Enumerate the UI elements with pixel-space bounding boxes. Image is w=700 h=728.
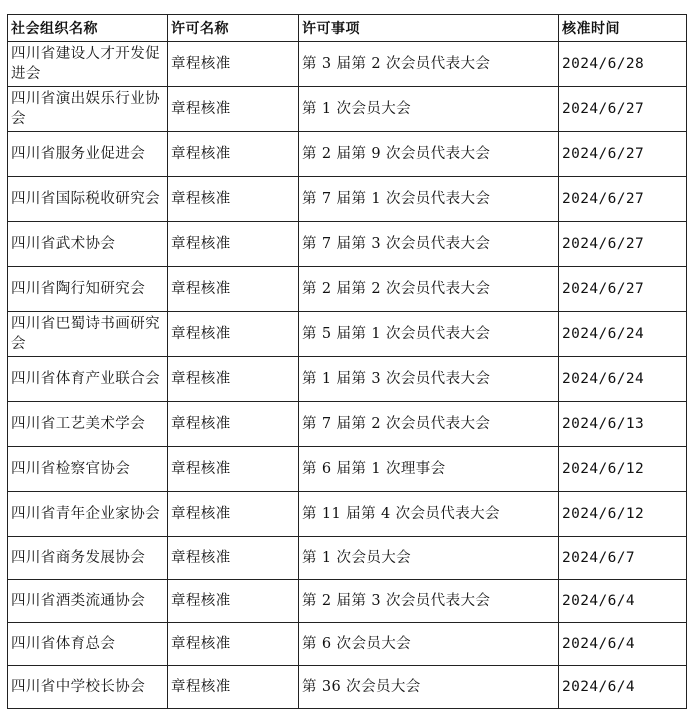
permit-item-cell: 第 6 次会员大会	[299, 623, 559, 666]
approval-table	[7, 14, 687, 709]
table-row	[8, 447, 687, 492]
permit-name-cell: 章程核准	[168, 312, 299, 357]
permit-name-cell: 章程核准	[168, 580, 299, 623]
table-row	[8, 177, 687, 222]
permit-item-cell: 第 5 届第 1 次会员代表大会	[299, 312, 559, 357]
table-row	[8, 537, 687, 580]
approval-date-cell: 2024/6/4	[559, 580, 687, 623]
table-row	[8, 132, 687, 177]
permit-name-cell: 章程核准	[168, 222, 299, 267]
table-row	[8, 623, 687, 666]
approval-date-cell: 2024/6/27	[559, 222, 687, 267]
approval-date-cell: 2024/6/4	[559, 623, 687, 666]
org-name-cell: 四川省服务业促进会	[8, 132, 168, 177]
permit-name-cell: 章程核准	[168, 42, 299, 87]
column-header-permit-item: 许可事项	[299, 15, 559, 42]
org-name-cell: 四川省陶行知研究会	[8, 267, 168, 312]
permit-name-cell: 章程核准	[168, 177, 299, 222]
permit-item-cell: 第 2 届第 9 次会员代表大会	[299, 132, 559, 177]
approval-date-cell: 2024/6/24	[559, 357, 687, 402]
permit-item-cell: 第 36 次会员大会	[299, 666, 559, 709]
org-name-cell: 四川省中学校长协会	[8, 666, 168, 709]
table-row	[8, 402, 687, 447]
permit-item-cell: 第 7 届第 2 次会员代表大会	[299, 402, 559, 447]
table-row	[8, 492, 687, 537]
permit-name-cell: 章程核准	[168, 666, 299, 709]
permit-name-cell: 章程核准	[168, 492, 299, 537]
permit-item-cell: 第 7 届第 1 次会员代表大会	[299, 177, 559, 222]
org-name-cell: 四川省国际税收研究会	[8, 177, 168, 222]
permit-item-cell: 第 2 届第 3 次会员代表大会	[299, 580, 559, 623]
permit-item-cell: 第 2 届第 2 次会员代表大会	[299, 267, 559, 312]
org-name-cell: 四川省检察官协会	[8, 447, 168, 492]
org-name-cell: 四川省武术协会	[8, 222, 168, 267]
table-row	[8, 42, 687, 87]
permit-name-cell: 章程核准	[168, 447, 299, 492]
approval-date-cell: 2024/6/12	[559, 447, 687, 492]
column-header-approval-date: 核准时间	[559, 15, 687, 42]
column-header-permit-name: 许可名称	[168, 15, 299, 42]
permit-item-cell: 第 3 届第 2 次会员代表大会	[299, 42, 559, 87]
approval-date-cell: 2024/6/13	[559, 402, 687, 447]
permit-item-cell: 第 1 届第 3 次会员代表大会	[299, 357, 559, 402]
table-header-row	[8, 15, 687, 42]
permit-item-cell: 第 1 次会员大会	[299, 537, 559, 580]
approval-date-cell: 2024/6/28	[559, 42, 687, 87]
permit-item-cell: 第 1 次会员大会	[299, 87, 559, 132]
permit-name-cell: 章程核准	[168, 267, 299, 312]
permit-name-cell: 章程核准	[168, 623, 299, 666]
org-name-cell: 四川省巴蜀诗书画研究会	[8, 312, 168, 357]
approval-date-cell: 2024/6/27	[559, 267, 687, 312]
approval-date-cell: 2024/6/27	[559, 177, 687, 222]
org-name-cell: 四川省体育产业联合会	[8, 357, 168, 402]
table-row	[8, 222, 687, 267]
table-row	[8, 666, 687, 709]
org-name-cell: 四川省体育总会	[8, 623, 168, 666]
org-name-cell: 四川省工艺美术学会	[8, 402, 168, 447]
permit-name-cell: 章程核准	[168, 537, 299, 580]
org-name-cell: 四川省酒类流通协会	[8, 580, 168, 623]
approval-date-cell: 2024/6/24	[559, 312, 687, 357]
table-row	[8, 580, 687, 623]
approval-date-cell: 2024/6/4	[559, 666, 687, 709]
org-name-cell: 四川省建设人才开发促进会	[8, 42, 168, 87]
table-row	[8, 357, 687, 402]
approval-date-cell: 2024/6/12	[559, 492, 687, 537]
approval-date-cell: 2024/6/7	[559, 537, 687, 580]
column-header-org: 社会组织名称	[8, 15, 168, 42]
permit-name-cell: 章程核准	[168, 87, 299, 132]
permit-name-cell: 章程核准	[168, 132, 299, 177]
table-row	[8, 267, 687, 312]
org-name-cell: 四川省演出娱乐行业协会	[8, 87, 168, 132]
permit-item-cell: 第 11 届第 4 次会员代表大会	[299, 492, 559, 537]
permit-item-cell: 第 6 届第 1 次理事会	[299, 447, 559, 492]
approval-date-cell: 2024/6/27	[559, 132, 687, 177]
permit-name-cell: 章程核准	[168, 357, 299, 402]
table-row	[8, 312, 687, 357]
approval-date-cell: 2024/6/27	[559, 87, 687, 132]
permit-item-cell: 第 7 届第 3 次会员代表大会	[299, 222, 559, 267]
org-name-cell: 四川省青年企业家协会	[8, 492, 168, 537]
org-name-cell: 四川省商务发展协会	[8, 537, 168, 580]
permit-name-cell: 章程核准	[168, 402, 299, 447]
table-row	[8, 87, 687, 132]
